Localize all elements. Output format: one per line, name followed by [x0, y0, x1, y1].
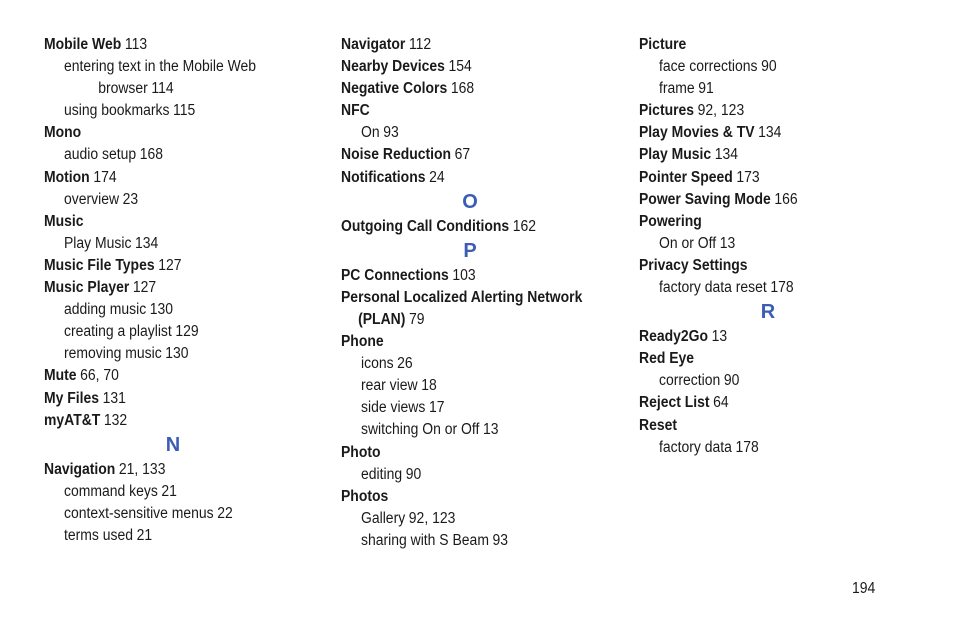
index-term: Motion	[44, 168, 90, 186]
index-entry	[639, 100, 929, 122]
index-entry	[639, 122, 929, 144]
index-subentry	[639, 56, 929, 78]
index-entry	[341, 486, 631, 552]
index-entry	[639, 392, 929, 414]
subentry-text: icons	[361, 355, 394, 373]
index-subentry	[44, 56, 334, 100]
subentry-line	[361, 375, 604, 397]
letter-heading: N	[165, 433, 181, 456]
index-subentry	[44, 321, 334, 343]
index-subentry	[44, 144, 334, 166]
page-refs: 13	[719, 234, 736, 252]
page-refs: 134	[135, 234, 159, 252]
index-term-cont: (PLAN)	[358, 310, 406, 328]
page-refs: 13	[482, 421, 499, 439]
index-subentry	[341, 353, 631, 375]
subentry-line	[361, 464, 604, 486]
index-term: Powering	[639, 212, 702, 230]
index-term: Ready2Go	[639, 328, 709, 346]
index-subentry	[639, 78, 929, 100]
index-term-line	[44, 459, 305, 481]
page-refs: 178	[770, 279, 794, 297]
subentry-line	[64, 481, 307, 503]
index-subentry	[341, 397, 631, 419]
index-term: Photos	[341, 487, 389, 505]
index-entry	[44, 211, 334, 255]
index-term: Picture	[639, 36, 687, 53]
index-entry	[639, 167, 929, 189]
index-term-line	[639, 122, 900, 144]
index-term-line	[341, 442, 602, 464]
index-entry	[639, 255, 929, 299]
page-refs: 21	[161, 482, 177, 500]
index-entry	[341, 144, 631, 166]
index-term: Phone	[341, 333, 384, 351]
subentry-line	[659, 233, 902, 255]
subentry-cont: browser	[98, 80, 148, 98]
index-subentry	[341, 464, 631, 486]
index-subentry	[44, 481, 334, 503]
subentry-line	[659, 277, 902, 299]
page-refs: 132	[103, 411, 128, 429]
subentry-text: terms used	[64, 526, 134, 544]
index-subentry	[341, 375, 631, 397]
index-term-line	[639, 34, 900, 56]
page-refs: 113	[124, 36, 148, 53]
subentry-line	[361, 419, 604, 441]
page-refs: 91	[698, 80, 714, 98]
index-term-line	[639, 100, 900, 122]
index-term-line	[341, 265, 602, 287]
index-subentry	[341, 419, 631, 441]
index-term-line	[639, 167, 900, 189]
index-entry	[341, 56, 631, 78]
index-term-continuation	[341, 309, 602, 331]
index-term-line	[44, 122, 305, 144]
subentry-text: sharing with S Beam	[361, 531, 489, 549]
index-entry	[44, 122, 334, 166]
page-refs: 130	[149, 301, 174, 319]
index-term: Negative Colors	[341, 80, 448, 98]
index-term: Navigation	[44, 460, 116, 478]
subentry-text: frame	[659, 80, 695, 98]
index-term: Navigator	[341, 36, 406, 53]
subentry-line	[64, 343, 307, 365]
page-refs: 127	[158, 256, 182, 274]
subentry-text: removing music	[64, 345, 162, 363]
index-subentry	[44, 343, 334, 365]
subentry-text: side views	[361, 399, 426, 417]
index-subentry	[44, 525, 334, 547]
index-term-line	[44, 167, 305, 189]
index-entry	[639, 34, 929, 100]
subentry-line	[64, 233, 307, 255]
index-entry	[639, 348, 929, 392]
index-term: NFC	[341, 102, 370, 120]
subentry-text: rear view	[361, 377, 418, 395]
index-entry	[44, 388, 334, 410]
index-term-line	[341, 78, 602, 100]
subentry-line	[361, 508, 604, 530]
page-refs: 17	[428, 399, 445, 417]
index-column-3	[639, 34, 929, 459]
subentry-continuation	[64, 78, 307, 100]
subentry-line	[64, 321, 307, 343]
index-entry	[44, 365, 334, 387]
page-refs: 90	[405, 465, 422, 483]
subentry-line	[361, 530, 604, 552]
subentry-text: audio setup	[64, 146, 137, 164]
index-term-line	[639, 255, 900, 277]
subentry-text: entering text in the Mobile Web	[64, 58, 257, 76]
index-term: Privacy Settings	[639, 256, 748, 274]
index-subentry	[639, 277, 929, 299]
index-entry	[341, 167, 631, 189]
index-term-line	[639, 144, 900, 166]
page-refs: 26	[397, 355, 413, 373]
index-term-line	[639, 348, 900, 370]
index-entry	[639, 189, 929, 211]
index-entry	[44, 255, 334, 277]
subentry-text: creating a playlist	[64, 323, 172, 341]
index-term-line	[639, 211, 900, 233]
index-subentry	[341, 530, 631, 552]
index-subentry	[639, 233, 929, 255]
subentry-line	[64, 100, 307, 122]
index-term: Play Movies & TV	[639, 124, 755, 142]
index-term: Outgoing Call Conditions	[341, 217, 510, 235]
index-entry	[341, 331, 631, 441]
index-term: Nearby Devices	[341, 58, 445, 76]
index-term-line	[341, 34, 602, 56]
letter-heading: R	[760, 301, 776, 324]
subentry-text: command keys	[64, 482, 158, 500]
subentry-text: Gallery	[361, 509, 406, 527]
subentry-line	[361, 122, 604, 144]
index-term: PC Connections	[341, 266, 449, 284]
index-term-line	[341, 100, 602, 122]
page-refs: 134	[714, 146, 738, 164]
index-subentry	[44, 189, 334, 211]
page-refs: 21	[136, 526, 153, 544]
index-term-line	[44, 365, 305, 387]
page-refs: 103	[452, 266, 476, 284]
index-subentry	[639, 370, 929, 392]
index-term: myAT&T	[44, 411, 101, 429]
page-refs: 112	[408, 36, 432, 53]
index-subentry	[44, 299, 334, 321]
subentry-line	[659, 437, 902, 459]
subentry-text: face corrections	[659, 58, 758, 76]
page-refs: 90	[761, 58, 777, 76]
page-refs: 134	[758, 124, 782, 142]
page-refs: 115	[173, 102, 196, 120]
page-refs: 64	[713, 394, 729, 412]
index-term-line	[639, 189, 900, 211]
subentry-line	[64, 189, 307, 211]
index-term: Photo	[341, 443, 381, 461]
index-term: Music Player	[44, 279, 130, 297]
index-term: My Files	[44, 389, 100, 407]
page-refs: 24	[429, 168, 445, 186]
index-entry	[44, 410, 334, 432]
index-term-line	[341, 56, 602, 78]
index-term-line	[341, 331, 602, 353]
page-refs: 166	[774, 190, 798, 208]
index-term-line	[639, 415, 900, 437]
index-entry	[341, 442, 631, 486]
subentry-line	[361, 397, 604, 419]
page-refs: 22	[217, 504, 233, 522]
subentry-text: adding music	[64, 301, 147, 319]
page-refs: 92, 123	[697, 102, 745, 120]
index-subentry	[341, 508, 631, 530]
subentry-text: On or Off	[659, 234, 717, 252]
page-refs: 168	[450, 80, 475, 98]
index-entry	[341, 216, 631, 238]
index-subentry	[639, 437, 929, 459]
index-entry	[639, 326, 929, 348]
index-term-line	[44, 34, 305, 56]
index-subentry	[341, 122, 631, 144]
index-subentry	[44, 233, 334, 255]
index-entry	[44, 459, 334, 547]
subentry-text: factory data reset	[659, 279, 767, 297]
index-term: Power Saving Mode	[639, 190, 771, 208]
page-refs: 90	[723, 372, 740, 390]
index-term: Red Eye	[639, 350, 695, 368]
page-refs: 129	[175, 323, 199, 341]
subentry-line	[64, 144, 307, 166]
index-term: Play Music	[639, 146, 712, 164]
index-subentry	[44, 100, 334, 122]
page-refs: 162	[512, 217, 537, 235]
subentry-line	[659, 56, 902, 78]
index-term-line	[44, 277, 305, 299]
index-term-line	[341, 216, 602, 238]
index-term: Reset	[639, 416, 677, 434]
index-column-1	[44, 34, 334, 547]
subentry-text: overview	[64, 190, 120, 208]
index-term-line	[341, 167, 602, 189]
subentry-text: switching On or Off	[361, 421, 480, 439]
index-term-line	[44, 255, 305, 277]
subentry-text: context-sensitive menus	[64, 504, 214, 522]
page-refs: 13	[711, 328, 728, 346]
page-refs: 66, 70	[80, 367, 119, 385]
index-entry	[341, 287, 631, 331]
index-term-line	[44, 211, 305, 233]
index-term-line	[341, 144, 602, 166]
index-term: Mono	[44, 124, 82, 142]
page-refs: 93	[383, 124, 399, 142]
index-term-line	[639, 326, 900, 348]
index-entry	[44, 34, 334, 122]
index-term: Music	[44, 212, 84, 230]
index-term: Noise Reduction	[341, 146, 452, 164]
subentry-line	[659, 78, 902, 100]
subentry-text: correction	[659, 372, 721, 390]
index-term: Reject List	[639, 394, 710, 412]
page-refs: 114	[151, 80, 174, 98]
index-term-line	[341, 287, 602, 309]
page-refs: 21, 133	[118, 460, 166, 478]
index-term-line	[341, 486, 602, 508]
subentry-line	[64, 56, 307, 78]
index-term-line	[44, 410, 305, 432]
page-refs: 79	[408, 310, 425, 328]
subentry-text: using bookmarks	[64, 102, 170, 120]
index-entry	[44, 277, 334, 365]
page-refs: 173	[736, 168, 760, 186]
page-refs: 23	[122, 190, 139, 208]
index-term: Notifications	[341, 168, 426, 186]
page-number: 194	[852, 580, 876, 597]
page-refs: 154	[448, 58, 472, 76]
page-refs: 131	[102, 389, 126, 407]
subentry-text: Play Music	[64, 234, 132, 252]
page-refs: 67	[454, 146, 471, 164]
subentry-line	[659, 370, 902, 392]
subentry-text: On	[361, 124, 380, 142]
index-entry	[341, 265, 631, 287]
index-entry	[639, 144, 929, 166]
page-refs: 93	[492, 531, 509, 549]
subentry-line	[64, 299, 307, 321]
index-term-line	[44, 388, 305, 410]
subentry-text: factory data	[659, 438, 732, 456]
index-term: Pointer Speed	[639, 168, 733, 186]
index-term: Mobile Web	[44, 36, 122, 53]
subentry-line	[361, 353, 604, 375]
letter-heading: O	[462, 190, 478, 213]
page-refs: 174	[93, 168, 117, 186]
index-subentry	[44, 503, 334, 525]
subentry-line	[64, 503, 307, 525]
subentry-line	[64, 525, 307, 547]
subentry-text: editing	[361, 465, 403, 483]
page-refs: 178	[735, 438, 759, 456]
index-term: Pictures	[639, 102, 695, 120]
page-refs: 18	[421, 377, 437, 395]
page-refs: 92, 123	[408, 509, 456, 527]
index-term: Music File Types	[44, 256, 155, 274]
index-term-line	[639, 392, 900, 414]
index-entry	[341, 78, 631, 100]
index-column-2	[341, 34, 631, 552]
index-entry	[44, 167, 334, 211]
page-refs: 127	[132, 279, 157, 297]
letter-heading: P	[463, 239, 477, 262]
page-refs: 130	[165, 345, 189, 363]
index-entry	[639, 211, 929, 255]
index-term: Personal Localized Alerting Network	[341, 288, 583, 306]
index-entry	[341, 34, 631, 56]
page-refs: 168	[139, 146, 164, 164]
index-entry	[341, 100, 631, 144]
index-entry	[639, 415, 929, 459]
index-term: Mute	[44, 367, 77, 385]
